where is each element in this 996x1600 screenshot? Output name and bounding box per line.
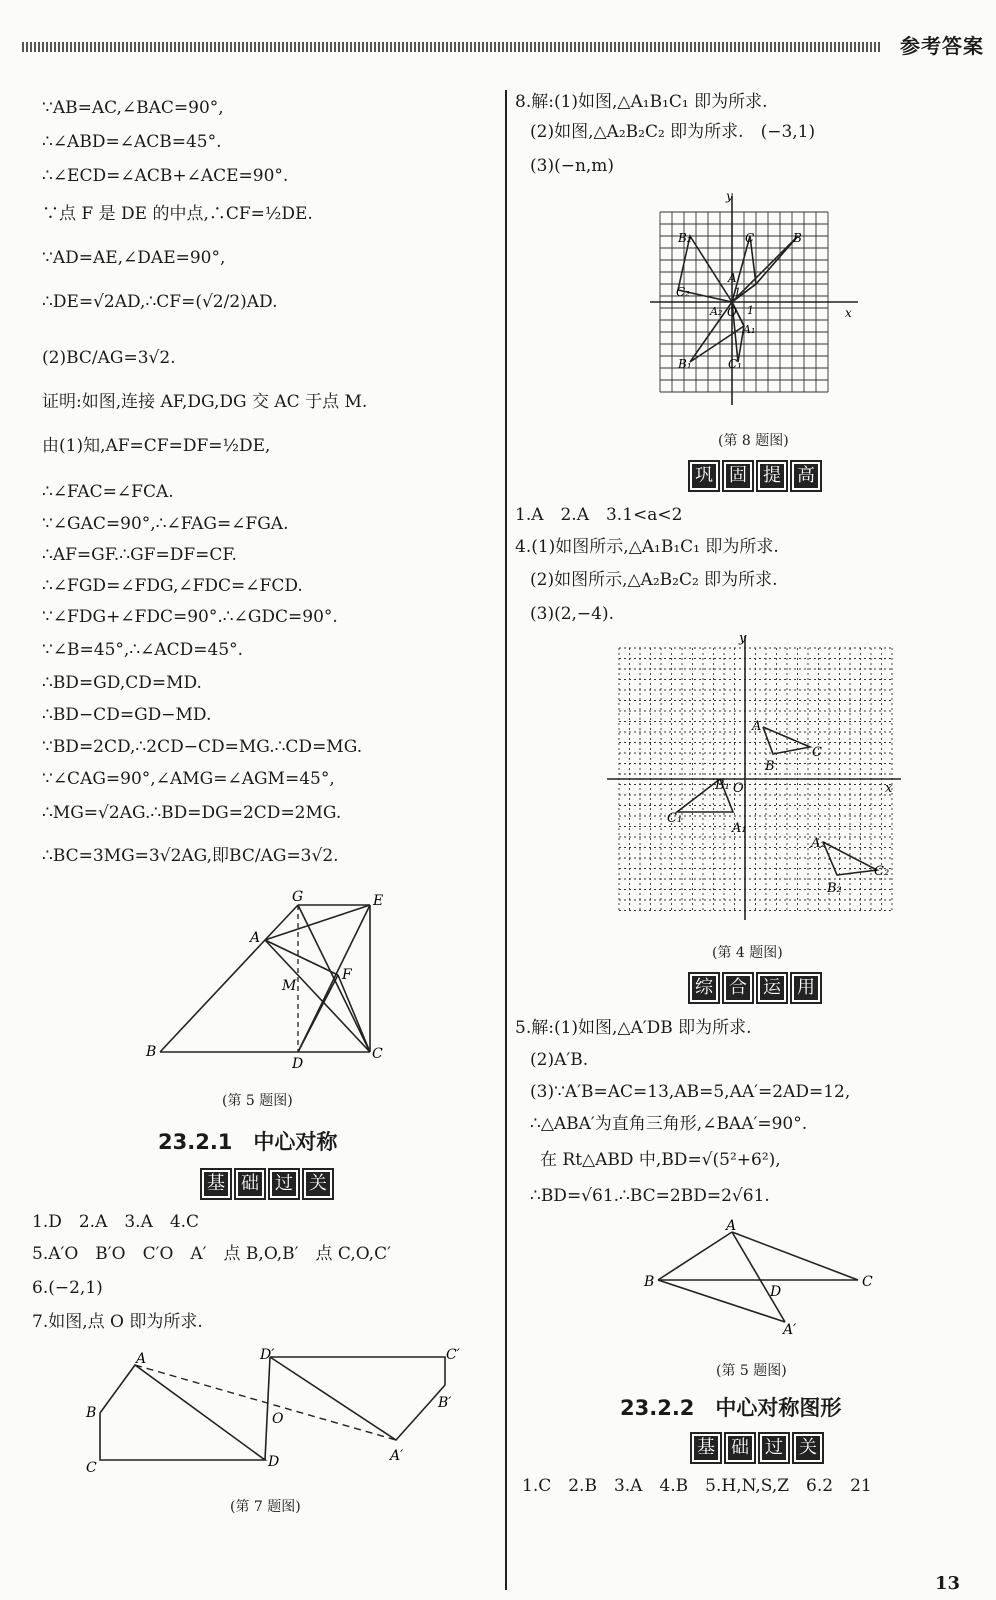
badge-char: 合 (722, 972, 754, 1004)
badge-basic-2 (690, 1432, 824, 1464)
left-line: ∵BD=2CD,∴2CD−CD=MG.∴CD=MG. (42, 737, 363, 757)
badge-basic (200, 1168, 334, 1200)
header-title: 参考答案 (900, 34, 984, 58)
left-line: ∵∠FDG+∠FDC=90°.∴∠GDC=90°. (42, 607, 338, 627)
svg-text:A: A (250, 930, 261, 946)
left-line: ∴∠FAC=∠FCA. (42, 482, 174, 502)
right-line: 1.C 2.B 3.A 4.B 5.H,N,S,Z 6.2 21 (522, 1476, 872, 1496)
left-line: (2)BC/AG=3√2. (42, 348, 176, 368)
svg-text:B: B (86, 1405, 97, 1421)
svg-text:A₁: A₁ (732, 821, 747, 836)
left-line: ∵AB=AC,∠BAC=90°, (42, 98, 224, 118)
svg-text:B: B (765, 759, 775, 774)
header-rule (22, 42, 882, 52)
right-line: (2)如图所示,△A₂B₂C₂ 即为所求. (530, 570, 778, 590)
left-line: ∵AD=AE,∠DAE=90°, (42, 248, 226, 268)
svg-text:A₂: A₂ (811, 836, 826, 851)
page-number: 13 (935, 1573, 961, 1594)
svg-text:O: O (733, 781, 744, 796)
svg-text:y: y (726, 190, 733, 203)
svg-text:G: G (292, 890, 304, 905)
svg-text:E: E (373, 893, 384, 909)
answer-line: 6.(−2,1) (32, 1278, 103, 1298)
figure-5-right (640, 1218, 880, 1338)
svg-text:1: 1 (734, 286, 741, 299)
figure-4-grid (605, 632, 905, 922)
badge-char: 础 (724, 1432, 756, 1464)
section-title-23-2-2: 23.2.2 中心对称图形 (620, 1396, 842, 1420)
left-line: 证明:如图,连接 AF,DG,DG 交 AC 于点 M. (42, 392, 368, 412)
badge-char: 关 (302, 1168, 334, 1200)
left-line: ∴DE=√2AD,∴CF=(√2/2)AD. (42, 292, 278, 312)
badge-char: 关 (792, 1432, 824, 1464)
svg-text:C: C (745, 231, 755, 245)
right-line: ∴BD=√61.∴BC=2BD=2√61. (530, 1186, 770, 1206)
svg-text:B: B (644, 1274, 655, 1290)
badge-char: 巩 (688, 460, 720, 492)
left-line: ∵∠CAG=90°,∠AMG=∠AGM=45°, (42, 769, 335, 789)
badge-char: 综 (688, 972, 720, 1004)
left-line: ∴BD−CD=GD−MD. (42, 705, 212, 725)
svg-text:C: C (86, 1460, 97, 1476)
right-line: (3)∵A′B=AC=13,AB=5,AA′=2AD=12, (530, 1082, 851, 1102)
right-line: (2)A′B. (530, 1050, 589, 1070)
right-line: 5.解:(1)如图,△A′DB 即为所求. (515, 1018, 752, 1038)
left-line: ∴BD=GD,CD=MD. (42, 673, 202, 693)
svg-text:A₁: A₁ (743, 323, 756, 336)
right-line: (3)(2,−4). (530, 604, 615, 624)
figure-5-right-caption: (第 5 题图) (716, 1363, 787, 1379)
right-line: ∴△ABA′为直角三角形,∠BAA′=90°. (530, 1114, 808, 1134)
column-divider (505, 90, 507, 1590)
svg-text:C₂: C₂ (874, 864, 890, 879)
figure-8-grid (630, 190, 870, 410)
svg-text:A: A (728, 271, 737, 285)
figure-5-caption: (第 5 题图) (222, 1093, 293, 1109)
svg-text:A′: A′ (390, 1448, 404, 1464)
badge-char: 础 (234, 1168, 266, 1200)
svg-text:C: C (372, 1046, 383, 1062)
left-line: ∴∠FGD=∠FDG,∠FDC=∠FCD. (42, 576, 303, 596)
svg-text:C₁: C₁ (667, 811, 683, 826)
svg-text:D′: D′ (260, 1347, 275, 1363)
left-line: ∵∠GAC=90°,∴∠FAG=∠FGA. (42, 514, 289, 534)
svg-text:1: 1 (747, 304, 754, 317)
left-line: ∴∠ECD=∠ACB+∠ACE=90°. (42, 166, 289, 186)
badge-consolidate (688, 460, 822, 492)
right-line: 1.A 2.A 3.1<a<2 (515, 505, 683, 525)
badge-char: 过 (758, 1432, 790, 1464)
svg-text:A′: A′ (783, 1322, 797, 1338)
right-line: 8.解:(1)如图,△A₁B₁C₁ 即为所求. (515, 92, 768, 112)
svg-text:B: B (146, 1044, 157, 1060)
svg-text:D: D (268, 1454, 280, 1470)
figure-4-caption: (第 4 题图) (712, 945, 783, 961)
svg-text:O: O (272, 1411, 284, 1427)
right-line: (2)如图,△A₂B₂C₂ 即为所求. (−3,1) (530, 122, 816, 142)
svg-text:B₁: B₁ (678, 357, 692, 371)
svg-text:D: D (292, 1056, 304, 1070)
badge-char: 基 (200, 1168, 232, 1200)
answer-line: 5.A′O B′O C′O A′ 点 B,O,B′ 点 C,O,C′ (32, 1244, 391, 1264)
left-line: ∵∠B=45°,∴∠ACD=45°. (42, 640, 244, 660)
svg-text:B: B (793, 231, 802, 245)
svg-text:x: x (885, 781, 893, 796)
left-line: 由(1)知,AF=CF=DF=½DE, (42, 436, 271, 456)
svg-text:C: C (862, 1274, 873, 1290)
svg-text:C₁: C₁ (728, 357, 742, 371)
right-line: 在 Rt△ABD 中,BD=√(5²+6²), (540, 1150, 781, 1170)
left-line: ∴∠ABD=∠ACB=45°. (42, 132, 222, 152)
answer-line: 7.如图,点 O 即为所求. (32, 1312, 203, 1332)
svg-text:F: F (342, 967, 352, 983)
svg-text:C₂: C₂ (676, 285, 690, 299)
right-line: 4.(1)如图所示,△A₁B₁C₁ 即为所求. (515, 537, 779, 557)
svg-text:x: x (845, 306, 852, 320)
figure-8-caption: (第 8 题图) (718, 433, 789, 449)
svg-text:A: A (726, 1218, 737, 1234)
svg-text:C′: C′ (446, 1347, 460, 1363)
left-line: ∴MG=√2AG.∴BD=DG=2CD=2MG. (42, 803, 342, 823)
badge-char: 高 (790, 460, 822, 492)
badge-char: 基 (690, 1432, 722, 1464)
svg-text:D: D (770, 1284, 782, 1300)
left-line: ∴BC=3MG=3√2AG,即BC/AG=3√2. (42, 846, 339, 866)
right-line: (3)(−n,m) (530, 156, 615, 176)
figure-5-left (140, 890, 400, 1070)
badge-char: 过 (268, 1168, 300, 1200)
figure-7-caption: (第 7 题图) (230, 1499, 301, 1515)
section-title-23-2-1: 23.2.1 中心对称 (158, 1130, 338, 1154)
svg-text:O: O (727, 305, 737, 319)
svg-text:B₂: B₂ (678, 231, 692, 245)
figure-7 (80, 1345, 480, 1485)
badge-char: 用 (790, 972, 822, 1004)
svg-text:B₁: B₁ (715, 778, 730, 793)
left-line: ∵点 F 是 DE 的中点,∴CF=½DE. (42, 204, 313, 224)
svg-text:C: C (812, 745, 822, 760)
badge-char: 提 (756, 460, 788, 492)
svg-text:A: A (752, 719, 762, 734)
badge-char: 固 (722, 460, 754, 492)
badge-comprehensive (688, 972, 822, 1004)
svg-text:y: y (739, 632, 747, 646)
svg-text:A₂: A₂ (710, 305, 723, 318)
svg-text:B₂: B₂ (827, 881, 842, 896)
badge-char: 运 (756, 972, 788, 1004)
svg-text:A: A (136, 1351, 147, 1367)
svg-text:M: M (282, 978, 297, 994)
left-line: ∴AF=GF.∴GF=DF=CF. (42, 545, 237, 565)
svg-text:B′: B′ (438, 1395, 452, 1411)
answer-line: 1.D 2.A 3.A 4.C (32, 1212, 200, 1232)
